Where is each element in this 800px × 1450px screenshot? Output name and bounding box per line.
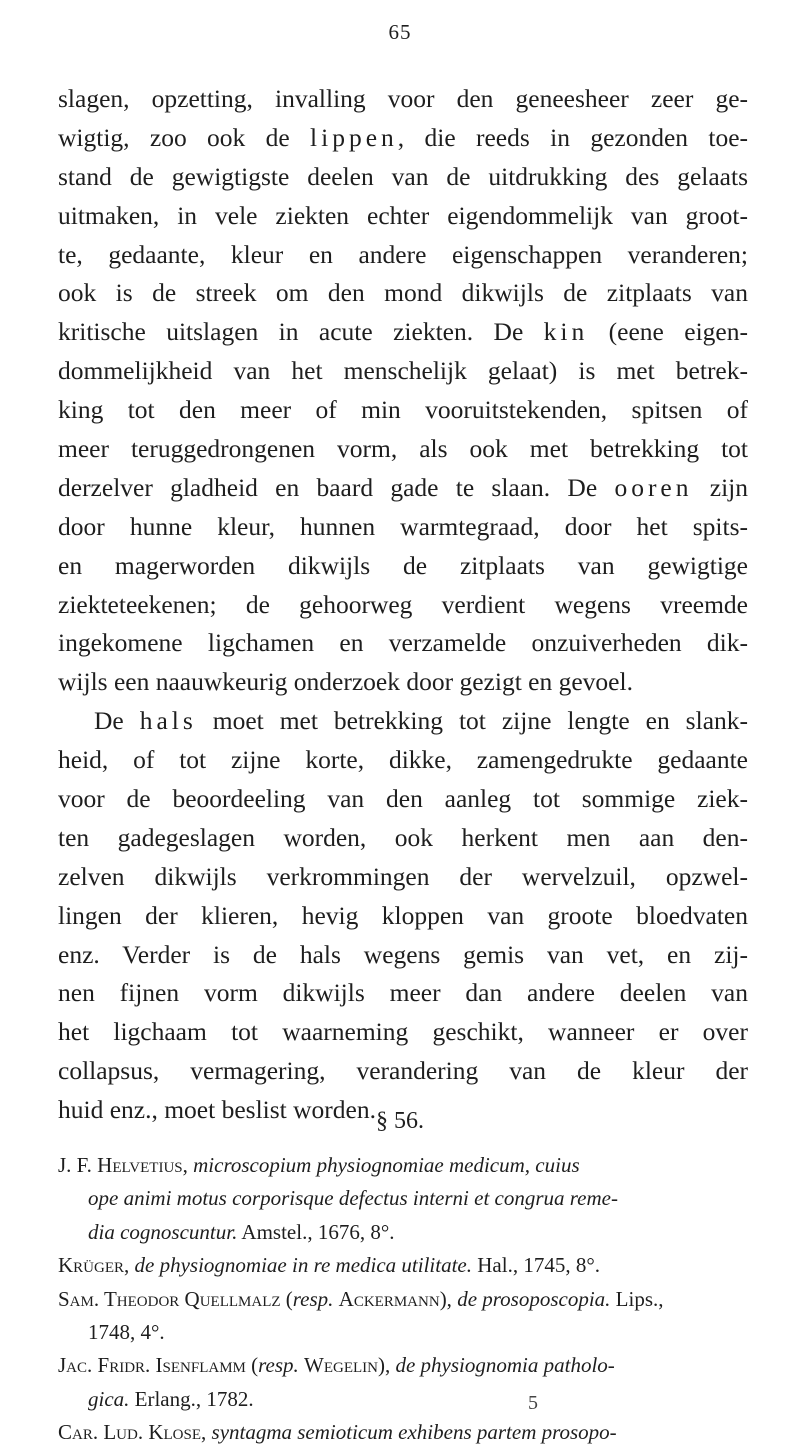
text-run: microscopium physiognomiae medicum, cuius [193, 1153, 580, 1177]
text-run: uitmaken, in vele ziekten echter eigendommelijk van groot- [58, 200, 748, 230]
text-run: gica. [88, 1386, 130, 1411]
text-run: lippen [310, 122, 398, 152]
text-line [58, 741, 748, 780]
text-run: , [124, 1253, 135, 1278]
text-line [58, 430, 748, 469]
signature-mark: 5 [528, 1392, 538, 1414]
text-run: Jac. Fridr. Isenflamm [58, 1353, 246, 1378]
text-run: de physiognomia patholo- [395, 1353, 615, 1378]
text-run: Erlang., 1782. [129, 1386, 254, 1411]
text-run: resp. [292, 1286, 334, 1311]
text-run: king tot den meer of min vooruitstekenden, spitsen of [58, 395, 748, 425]
reference-line [58, 1283, 748, 1316]
text-run: ( [280, 1286, 293, 1311]
text-run: moet met betrekking tot zijne lengte en slank- [196, 706, 749, 736]
text-run: kin [543, 317, 589, 347]
text-run: hals [139, 706, 197, 736]
text-run: Wegelin [304, 1353, 378, 1378]
text-line [58, 391, 748, 430]
text-line [58, 858, 748, 897]
text-line [58, 158, 748, 197]
text-run: ook is de streek om den mond dikwijls de zitplaats van [58, 278, 748, 308]
text-run: stand de gewigtigste deelen van de uitdrukking des gelaats [58, 161, 748, 191]
text-run: , die reeds in gezonden toe- [397, 122, 749, 152]
text-run: Lips., [610, 1286, 664, 1311]
text-run: de prosoposcopia. [457, 1286, 611, 1311]
text-run: de physiognomiae in re medica utilitate. [134, 1253, 473, 1278]
text-run: , [201, 1420, 212, 1445]
text-run: dommelijkheid van het menschelijk gelaat) is met betrek- [58, 356, 748, 386]
text-line [58, 119, 748, 158]
text-line [58, 508, 748, 547]
reference-line [58, 1182, 748, 1215]
text-run: Helvetius [97, 1153, 183, 1177]
text-line [58, 586, 748, 625]
reference-line [58, 1149, 748, 1182]
text-run: Krüger [58, 1253, 125, 1278]
text-line [58, 936, 748, 975]
text-line [58, 974, 748, 1013]
text-run: resp. [258, 1353, 299, 1378]
text-run: ooren [614, 472, 693, 502]
reference-line [58, 1316, 748, 1349]
reference-line [58, 1349, 748, 1382]
text-line [58, 780, 748, 819]
text-run: het ligchaam tot waarneming geschikt, wanneer er over [58, 1017, 748, 1047]
text-run: De [94, 706, 140, 736]
text-run: collapsus, vermagering, verandering van de kleur der [58, 1056, 748, 1086]
reference-line [58, 1416, 748, 1449]
text-run: Sam. Theodor Quellmalz [58, 1286, 281, 1311]
text-line [58, 313, 748, 352]
text-run: ingekomene ligchamen en verzamelde onzuiverheden dik- [58, 628, 748, 658]
text-run: wigtig, zoo ook de [58, 122, 311, 152]
text-line [58, 663, 748, 702]
text-line [58, 274, 748, 313]
text-line [58, 702, 748, 741]
text-line [58, 897, 748, 936]
text-run: ), [439, 1286, 458, 1311]
section-heading: § 56. [376, 1108, 424, 1134]
text-line [58, 624, 748, 663]
text-run: ziekteteekenen; de gehoorweg verdient wegens vreemde [58, 589, 748, 619]
text-run: te, gedaante, kleur en andere eigenschappen veranderen; [58, 239, 748, 269]
text-line [58, 236, 748, 275]
text-run: Ackermann [338, 1286, 440, 1311]
text-run: en magerworden dikwijls de zitplaats van gewigtige [58, 550, 748, 580]
text-run: J. F. [58, 1153, 98, 1177]
text-run: huid enz., moet beslist worden. [58, 1095, 376, 1125]
text-run: , [182, 1153, 194, 1177]
text-run: meer teruggedrongenen vorm, als ook met betrekking tot [58, 434, 748, 464]
text-line [58, 1013, 748, 1052]
text-line [58, 80, 748, 119]
bibliography [58, 1149, 748, 1450]
text-line [58, 547, 748, 586]
text-run: ten gadegeslagen worden, ook herkent men aan den- [58, 822, 748, 852]
text-run: Amstel., 1676, 8°. [237, 1219, 395, 1244]
text-run: ), [377, 1353, 396, 1378]
text-run: heid, of tot zijne korte, dikke, zamengedrukte gedaante [58, 745, 748, 775]
text-run: (eene eigen- [588, 317, 748, 347]
text-run: voor de beoordeeling van den aanleg tot sommige ziek- [58, 784, 748, 814]
reference-line [58, 1383, 748, 1416]
reference-line [58, 1249, 748, 1282]
text-run: zijn [692, 472, 748, 502]
text-run: enz. Verder is de hals wegens gemis van vet, en zij- [58, 939, 748, 969]
text-run: syntagma semioticum exhibens partem prosopo- [211, 1420, 617, 1445]
text-line [58, 352, 748, 391]
body-text [58, 80, 748, 1130]
text-line [58, 197, 748, 236]
text-run: 1748, 4°. [88, 1319, 165, 1344]
text-line [58, 1052, 748, 1091]
text-line [58, 819, 748, 858]
text-run: dia cognoscuntur. [88, 1219, 238, 1244]
text-run: wijls een naauwkeurig onderzoek door gezigt en gevoel. [58, 667, 633, 697]
text-run: Car. Lud. Klose [58, 1420, 202, 1445]
text-run: zelven dikwijls verkrommingen der wervelzuil, opzwel- [58, 861, 748, 891]
text-run: door hunne kleur, hunnen warmtegraad, door het spits- [58, 511, 748, 541]
text-run: ( [245, 1353, 259, 1378]
page-number: 65 [388, 20, 412, 44]
text-run: nen fijnen vorm dikwijls meer dan andere deelen van [58, 978, 748, 1008]
reference-line [58, 1216, 748, 1249]
text-run: slagen, opzetting, invalling voor den geneesheer zeer ge- [58, 84, 748, 113]
text-run: derzelver gladheid en baard gade te slaan. De [58, 472, 615, 502]
text-run: lingen der klieren, hevig kloppen van groote bloedvaten [58, 900, 748, 930]
text-run: Hal., 1745, 8°. [472, 1253, 600, 1278]
text-run: kritische uitslagen in acute ziekten. De [58, 317, 544, 347]
text-line [58, 469, 748, 508]
text-run: ope animi motus corporisque defectus interni et congrua reme- [88, 1186, 618, 1211]
